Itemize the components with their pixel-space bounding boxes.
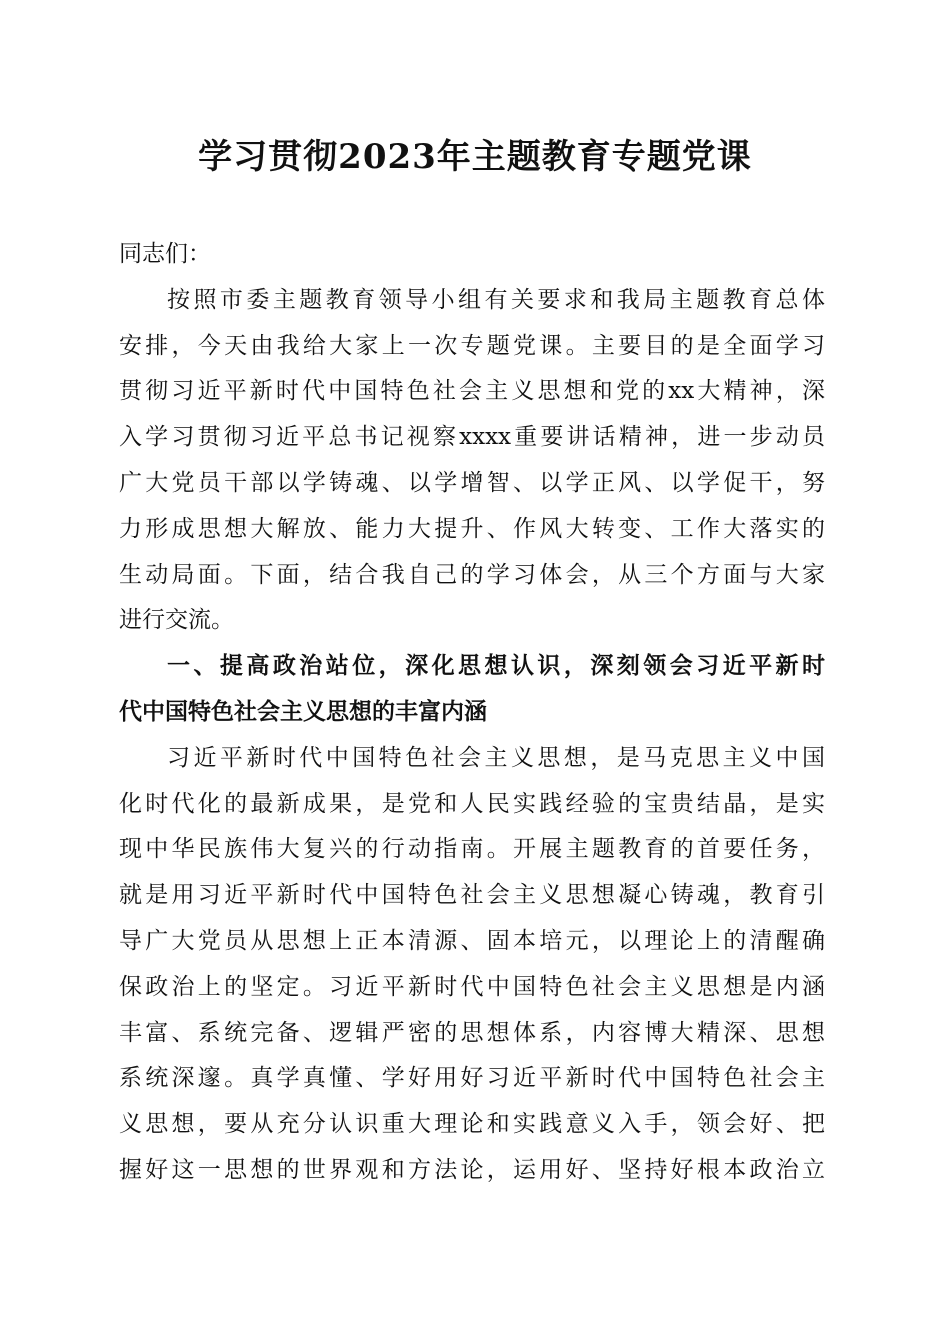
document-title: 学习贯彻2023年主题教育专题党课 [198, 137, 752, 177]
paragraph-line: 力形成思想大解放、能力大提升、作风大转变、工作大落实的 [119, 515, 825, 542]
paragraph-line: 握好这一思想的世界观和方法论，运用好、坚持好根本政治立 [119, 1156, 825, 1183]
paragraph-line: 保政治上的坚定。习近平新时代中国特色社会主义思想是内涵 [119, 973, 825, 1000]
paragraph-line: 导广大党员从思想上正本清源、固本培元，以理论上的清醒确 [119, 927, 825, 954]
paragraph-line: 化时代化的最新成果，是党和人民实践经验的宝贵结晶，是实 [119, 790, 825, 817]
paragraph-line: 贯彻习近平新时代中国特色社会主义思想和党的xx大精神，深 [119, 378, 825, 405]
salutation: 同志们： [119, 241, 211, 267]
paragraph-line: 就是用习近平新时代中国特色社会主义思想凝心铸魂，教育引 [119, 882, 825, 909]
paragraph-section-1 [119, 736, 825, 1194]
paragraph-line: 习近平新时代中国特色社会主义思想，是马克思主义中国 [167, 744, 825, 771]
paragraph-line: 生动局面。下面，结合我自己的学习体会，从三个方面与大家 [119, 561, 825, 588]
paragraph-line: 按照市委主题教育领导小组有关要求和我局主题教育总体 [167, 286, 825, 313]
paragraph-line: 广大党员干部以学铸魂、以学增智、以学正风、以学促干，努 [119, 469, 825, 496]
paragraph-intro [119, 278, 825, 644]
paragraph-line: 安排，今天由我给大家上一次专题党课。主要目的是全面学习 [119, 332, 825, 359]
paragraph-line: 入学习贯彻习近平总书记视察xxxx重要讲话精神，进一步动员 [119, 424, 825, 451]
paragraph-line: 现中华民族伟大复兴的行动指南。开展主题教育的首要任务， [119, 836, 825, 863]
heading-line: 代中国特色社会主义思想的丰富内涵 [119, 698, 487, 725]
paragraph-line: 进行交流。 [119, 607, 234, 634]
section-heading-1 [119, 644, 825, 736]
paragraph-line: 丰富、系统完备、逻辑严密的思想体系，内容博大精深、思想 [119, 1019, 825, 1046]
paragraph-line: 系统深邃。真学真懂、学好用好习近平新时代中国特色社会主 [119, 1065, 825, 1092]
paragraph-line: 义思想，要从充分认识重大理论和实践意义入手，领会好、把 [119, 1111, 825, 1138]
heading-line: 一、提高政治站位，深化思想认识，深刻领会习近平新时 [167, 653, 825, 680]
document-body [119, 232, 825, 1194]
